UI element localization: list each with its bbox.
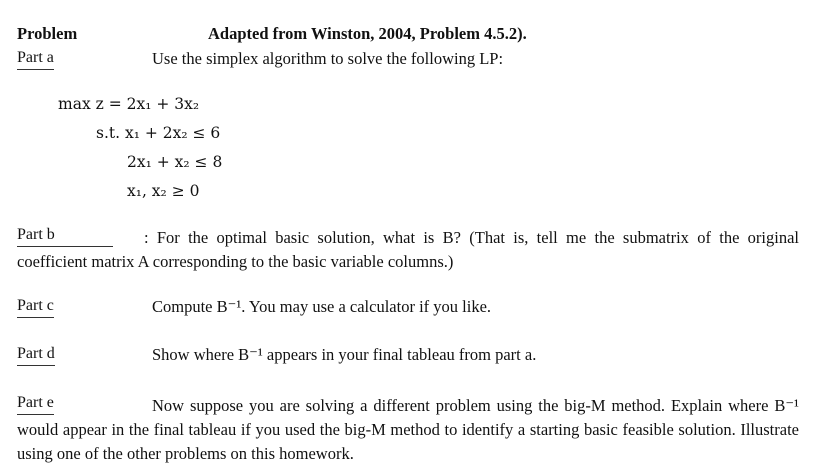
part-a-label: Part a <box>17 49 54 70</box>
part-c-text: Compute B⁻¹. You may use a calculator if you like. <box>152 297 492 316</box>
part-e-label: Part e <box>17 394 54 415</box>
part-d-label: Part d <box>17 345 55 366</box>
part-b-text: : For the optimal basic solution, what is B? (That is, tell me the submatrix of the original coefficient matrix A corresponding to the basic variable columns.) <box>17 228 799 271</box>
part-b-label: Part b <box>17 226 113 247</box>
lp-objective: max z = 2x₁ + 3x₂ <box>58 95 200 113</box>
part-a-text: Use the simplex algorithm to solve the following LP: <box>152 49 504 68</box>
problem-heading: Problem <box>17 24 78 43</box>
lp-constraint-1: s.t. x₁ + 2x₂ ≤ 6 <box>96 124 221 142</box>
part-c-label: Part c <box>17 297 54 318</box>
problem-title: Adapted from Winston, 2004, Problem 4.5.2). <box>208 24 527 43</box>
part-d-text: Show where B⁻¹ appears in your final tableau from part a. <box>152 345 537 364</box>
lp-constraint-2: 2x₁ + x₂ ≤ 8 <box>127 153 223 171</box>
lp-nonnegativity: x₁, x₂ ≥ 0 <box>127 182 200 200</box>
part-e-text: Now suppose you are solving a different problem using the big-M method. Explain where B⁻¹ would appear in the final tableau if you used the big-M method to identify a starting basic feasible solution. Illustrate using one of the other problems on this homework. <box>17 396 799 463</box>
